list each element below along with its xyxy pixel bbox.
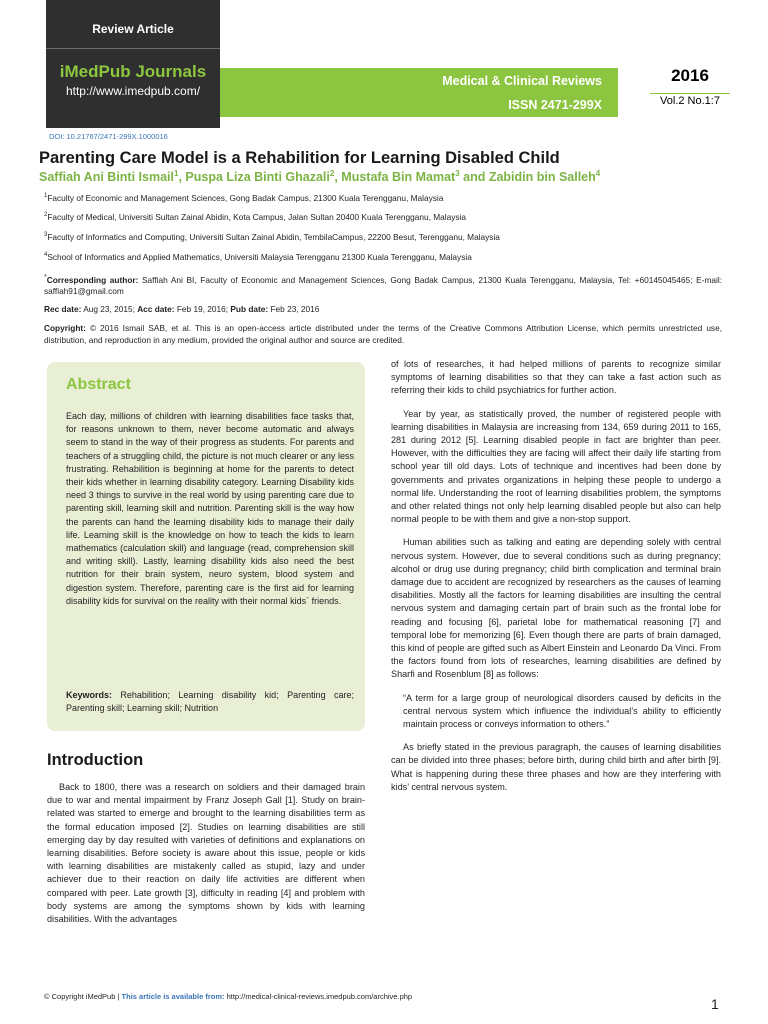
abstract-text: Each day, millions of children with learning disabilities face tasks that, for reasons unknown to them, never become automatic and always seem to stand in the way of their progress as students. For parents and teachers of a struggling child, the picture is not much clearer or any less frustrating. Rehabilition is beginning at home for the parents to detect their kids whether in learning disability category. Learning Disability kids need 3 things to survive in the real world by using parenting care due to parenting skill, learning skill and nutrition. Parenting skill is the way how the parents can hand the learning disability kids to manage their daily life. Learning skill is the knowledge on how to teach the kids to learn mathematics (calculation skill) and language (read, comprehension skill and writing skill). Lastly, learning disability kids also need the best nutrition for their brain system, neuro system, blood system and digestion system. Therefore, parenting care is the first aid for learning disability kids for survival on the reality with their normal kids` friends. xyxy=(66,411,354,606)
affiliation-3: $^3$Faculty of Informatics and Computing, Universiti Sultan Zainal Abidin, TembilaCampus, 22200 Besut, Terengganu, Malaysia xyxy=(44,232,500,242)
article-dates: Rec date: Aug 23, 2015; Acc date: Feb 19, 2016; Pub date: Feb 23, 2016 xyxy=(44,304,320,314)
doi-link[interactable]: DOI: 10.21767/2471-299X.1000016 xyxy=(49,132,168,141)
introduction-heading: Introduction xyxy=(47,751,144,769)
publication-year: 2016 xyxy=(671,66,709,85)
abstract-heading: Abstract xyxy=(66,376,131,393)
affiliation-4: $^4$School of Informatics and Applied Mathematics, Universiti Malaysia Terengganu 21300 Kuala Terengganu, Malaysia xyxy=(44,252,472,262)
definition-quote: “A term for a large group of neurological disorders caused by deficits in the central nervous system which influence the individual’s ability to efficiently maintain process or conveys information to others.” xyxy=(403,692,721,730)
introduction-paragraph: Back to 1800, there was a research on soldiers and their damaged brain due to war and mental impairment by Franz Joseph Gall [1]. Study on brain-related was started to emerge and brought to the learning disabilities term as the formal education imposed [2]. Studies on learning disabilities are still emerging day by day resulted with varieties of definitions and explanations on learning disabilities. Before society is aware about this issue, people or kids with learning disabilities are mistakenly called as stupid, lazy and under achiever due to their reaction on daily life activities are different when compared with peer. Late growth [3], difficulty in reading [4] and problem with body systems are among the symptoms shown by kids with learning disabilities. With the advantages xyxy=(47,782,365,925)
body-paragraph: of lots of researches, it had helped millions of parents to recognize similar symptoms of learning disabilities so that they can take a fast action such as referring their kids to child psychiatrics for further action. xyxy=(391,359,721,396)
body-paragraph: As briefly stated in the previous paragraph, the causes of learning disabilities can be divided into three phases; before birth, during child birth and after birth [9]. What is happening during these three phases and how are they interfering with kids’ central nervous system. xyxy=(391,742,721,792)
author-name: Zabidin bin Salleh xyxy=(488,170,596,185)
volume-divider xyxy=(650,93,730,94)
author-name: Puspa Liza Binti Ghazali xyxy=(185,170,330,185)
affiliation-1: $^1$Faculty of Economic and Management Sciences, Gong Badak Campus, 21300 Kuala Terengganu, Malaysia xyxy=(44,193,444,203)
author-affiliation-mark: 1 xyxy=(173,169,179,178)
journal-issn: ISSN 2471-299X xyxy=(508,98,602,112)
publisher-brand-box xyxy=(46,0,220,128)
author-name: Saffiah Ani Binti Ismail xyxy=(39,170,174,185)
article-title: Parenting Care Model is a Rehabilition for Learning Disabled Child xyxy=(39,149,560,167)
archive-url-link[interactable]: http://medical-clinical-reviews.imedpub.com/archive.php xyxy=(224,992,413,1001)
right-column xyxy=(391,358,721,804)
body-paragraph: Year by year, as statistically proved, the number of registered people with learning disabilities in Malaysia are increasing from 134, 659 during 2011 to 165, 281 during 2012 [5]. Learning disabled people in fact are brighter than peer. However, with the difficulties they are facing will affect their daily life starting from school year till old days. Lots of technique and incentives had been done by governments and privates organizations in helping these people to undergo a normal life. Understanding the root of learning disabilities problem, the symptoms and other related things not only help learning disabled people but also can help normal people to be with them and give a non-stop support. xyxy=(391,408,721,525)
volume-issue: Vol.2 No.1:7 xyxy=(660,95,720,107)
keywords: Keywords: Rehabilition; Learning disability kid; Parenting care; Parenting skill; Learning skill; Nutrition xyxy=(66,690,354,714)
page-number: 1 xyxy=(711,996,719,1012)
article-type-label: Review Article xyxy=(92,22,174,36)
author-affiliation-mark: 2 xyxy=(329,169,335,178)
publisher-url-link[interactable]: http://www.imedpub.com/ xyxy=(65,84,201,98)
page-footer: © Copyright iMedPub | This article is available from: http://medical-clinical-reviews.imedpub.com/archive.php xyxy=(44,992,413,1001)
copyright-notice: Copyright: © 2016 Ismail SAB, et al. This is an open-access article distributed under the terms of the Creative Commons Attribution License, which permits unrestricted use, distribution, and reproduction in any medium, provided the original author and source are credited. xyxy=(44,323,722,345)
body-paragraph: Human abilities such as talking and eating are depending solely with central nervous system. However, due to several conditions such as during pregnancy; alcohol or drug use during pregnancy; child birth complication and terminal brain damage due to accident are recognized by researchers as the causes of learning disabilities. Mostly all the factors for learning disabilities are insulting the central nervous system and damaging certain part of brain such as the frontal lobe for reading and focusing [6], parietal lobe for mathematical reasoning [7] and temporal lobe for memorizing [6]. Even though there are parts of brain damaged, this kind of people are gifted such as Albert Einstein and Leonardo Da Vinci. From the factors found from lots of researches, learning disabilities are defined by Sharfi and Rosenblum [8] as follows: xyxy=(391,537,721,680)
author-list: Saffiah Ani Binti Ismail$^1$, Puspa Liza Binti Ghazali$^2$, Mustafa Bin Mamat$^3$ and Zabidin bin Salleh$^4$ xyxy=(39,169,601,185)
author-affiliation-mark: 4 xyxy=(595,169,601,178)
publisher-name: iMedPub Journals xyxy=(59,62,207,81)
author-affiliation-mark: 3 xyxy=(455,169,460,178)
corresponding-author: *Corresponding author: Saffiah Ani BI, Faculty of Economic and Management Sciences, Gong Badak Campus, 21300 Kuala Terengganu, Malaysia, Tel: +60145045465; E-mail: saffiah91@gmail.com xyxy=(44,274,722,297)
journal-name: Medical & Clinical Reviews xyxy=(442,74,602,88)
brand-divider xyxy=(46,48,220,49)
abstract-box xyxy=(47,362,365,731)
journal-banner xyxy=(220,68,618,117)
affiliation-2: $^2$Faculty of Medical, Universiti Sultan Zainal Abidin, Kota Campus, Jalan Sultan 20400 Kuala Terengganu, Malaysia xyxy=(44,212,466,222)
author-name: Mustafa Bin Mamat xyxy=(341,170,456,185)
